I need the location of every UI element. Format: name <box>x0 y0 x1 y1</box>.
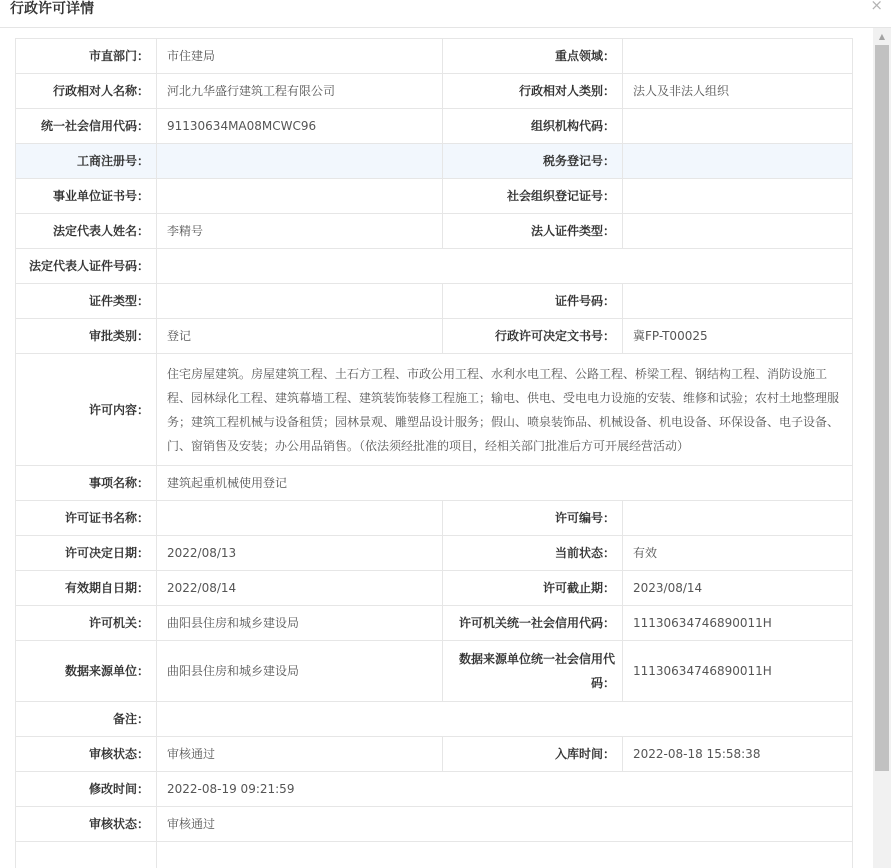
field-value <box>157 249 853 284</box>
table-row <box>16 702 853 737</box>
table-row <box>16 772 853 807</box>
field-value: 李精号 <box>157 214 443 249</box>
field-value: 审核通过 <box>157 807 853 842</box>
field-label: 证件号码： <box>443 284 623 319</box>
field-label: 重点领域： <box>443 39 623 74</box>
field-value <box>157 179 443 214</box>
close-icon[interactable]: × <box>870 0 883 14</box>
field-value: 曲阳县住房和城乡建设局 <box>157 606 443 641</box>
field-value <box>623 501 853 536</box>
table-row <box>16 214 853 249</box>
table-row <box>16 39 853 74</box>
permit-content-value: 住宅房屋建筑。房屋建筑工程、土石方工程、市政公用工程、水利水电工程、公路工程、桥梁工程、钢结构工程、消防设施工程、园林绿化工程、建筑幕墙工程、建筑装饰装修工程施工；输电、供电、受电电力设施的安装、维修和试验；农村土地整理服务；建筑工程机械与设备租赁；园林景观、雕塑品设计服务；假山、喷泉装饰品、机械设备、机电设备、环保设备、电子设备、门、窗销售及安装；办公用品销售。（依法须经批准的项目，经相关部门批准后方可开展经营活动） <box>157 354 853 466</box>
field-label: 审批类别： <box>16 319 157 354</box>
field-value: 曲阳县住房和城乡建设局 <box>157 641 443 702</box>
field-label: 许可决定日期： <box>16 536 157 571</box>
field-label: 行政相对人名称： <box>16 74 157 109</box>
field-label: 许可机关统一社会信用代码： <box>443 606 623 641</box>
field-value <box>157 702 853 737</box>
field-value: 2023/08/14 <box>623 571 853 606</box>
field-label <box>16 842 157 868</box>
scroll-up-arrow-icon[interactable]: ▲ <box>878 32 886 41</box>
field-label: 行政相对人类别： <box>443 74 623 109</box>
field-value: 河北九华盛行建筑工程有限公司 <box>157 74 443 109</box>
field-value <box>623 179 853 214</box>
field-value: 11130634746890011H <box>623 606 853 641</box>
table-row <box>16 606 853 641</box>
table-row <box>16 737 853 772</box>
field-value <box>623 109 853 144</box>
field-label: 证件类型： <box>16 284 157 319</box>
field-label: 审核状态： <box>16 737 157 772</box>
field-label: 审核状态： <box>16 807 157 842</box>
field-label: 法定代表人证件号码： <box>16 249 157 284</box>
table-row <box>16 807 853 842</box>
table-row <box>16 284 853 319</box>
table-row <box>16 249 853 284</box>
table-row <box>16 354 853 466</box>
field-value: 审核通过 <box>157 737 443 772</box>
field-label: 工商注册号： <box>16 144 157 179</box>
field-label: 许可内容： <box>16 354 157 466</box>
field-label: 事项名称： <box>16 466 157 501</box>
table-row <box>16 179 853 214</box>
field-label: 许可机关： <box>16 606 157 641</box>
field-value <box>623 214 853 249</box>
dialog-content <box>0 28 873 868</box>
field-value <box>157 501 443 536</box>
field-value <box>623 284 853 319</box>
field-value <box>623 39 853 74</box>
field-value <box>623 144 853 179</box>
field-value: 2022/08/13 <box>157 536 443 571</box>
field-value <box>157 284 443 319</box>
table-row <box>16 641 853 702</box>
field-label: 社会组织登记证号： <box>443 179 623 214</box>
field-label: 许可截止期： <box>443 571 623 606</box>
field-label: 税务登记号： <box>443 144 623 179</box>
field-label: 市直部门： <box>16 39 157 74</box>
field-value: 2022-08-19 09:21:59 <box>157 772 853 807</box>
field-value: 11130634746890011H <box>623 641 853 702</box>
field-value: 登记 <box>157 319 443 354</box>
field-value <box>157 144 443 179</box>
field-value: 91130634MA08MCWC96 <box>157 109 443 144</box>
table-row <box>16 536 853 571</box>
field-label: 数据来源单位： <box>16 641 157 702</box>
field-label: 备注： <box>16 702 157 737</box>
field-label: 许可证书名称： <box>16 501 157 536</box>
detail-table <box>15 38 853 868</box>
table-row <box>16 109 853 144</box>
field-label: 事业单位证书号： <box>16 179 157 214</box>
field-value: 冀FP-T00025 <box>623 319 853 354</box>
field-label: 数据来源单位统一社会信用代码： <box>443 641 623 702</box>
vertical-scrollbar[interactable] <box>873 28 891 868</box>
field-value: 2022/08/14 <box>157 571 443 606</box>
field-label: 统一社会信用代码： <box>16 109 157 144</box>
field-label: 有效期自日期： <box>16 571 157 606</box>
table-row <box>16 466 853 501</box>
field-value: 市住建局 <box>157 39 443 74</box>
table-row <box>16 571 853 606</box>
field-label: 法定代表人姓名： <box>16 214 157 249</box>
scrollbar-thumb[interactable] <box>875 45 889 771</box>
table-row-highlighted <box>16 144 853 179</box>
table-row <box>16 319 853 354</box>
table-row <box>16 74 853 109</box>
table-row <box>16 501 853 536</box>
field-value: 有效 <box>623 536 853 571</box>
field-value: 法人及非法人组织 <box>623 74 853 109</box>
field-label: 行政许可决定文书号： <box>443 319 623 354</box>
dialog-title: 行政许可详情 <box>10 1 94 17</box>
field-label: 修改时间： <box>16 772 157 807</box>
field-value <box>157 842 853 868</box>
dialog-header <box>0 0 891 28</box>
table-row <box>16 842 853 868</box>
field-label: 许可编号： <box>443 501 623 536</box>
field-label: 当前状态： <box>443 536 623 571</box>
field-value: 建筑起重机械使用登记 <box>157 466 853 501</box>
field-label: 法人证件类型： <box>443 214 623 249</box>
field-value: 2022-08-18 15:58:38 <box>623 737 853 772</box>
field-label: 入库时间： <box>443 737 623 772</box>
field-label: 组织机构代码： <box>443 109 623 144</box>
